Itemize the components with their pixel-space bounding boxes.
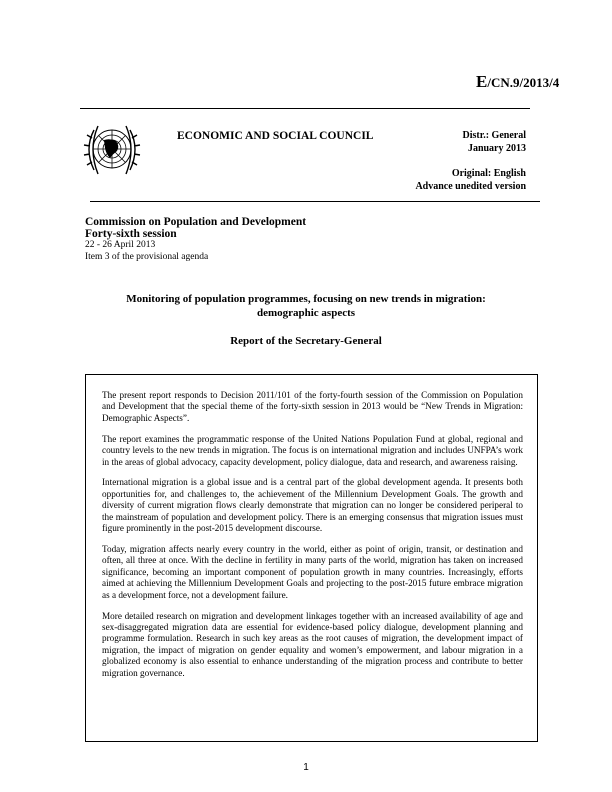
agenda-item: Item 3 of the provisional agenda — [85, 251, 209, 262]
version-label: Advance unedited version — [415, 180, 526, 192]
distribution-block — [380, 130, 526, 193]
summary-paragraph: The report examines the programmatic response of the United Nations Population Fund at global, regional and country levels to the new trends in migration. The focus is on international migration and includes UNFPA’s work in the areas of global advocacy, capacity development, policy dialogue, data and research, and awareness raising. — [102, 433, 523, 467]
commission-block — [85, 217, 306, 263]
symbol-letter: E — [476, 72, 488, 91]
header-rule — [90, 201, 540, 202]
summary-paragraph: International migration is a global issue and is a central part of the global development agenda. It presents both opportunities for, and challenges to, the achievement of the Millennium Development Goals. The growth and diversity of current migration flows clearly demonstrate that migration can no longer be considered periperal to the mainstream of population and development policy. There is an emerging consensus that migration issues must figure prominently in the post-2015 development discourse. — [102, 477, 523, 534]
summary-text — [102, 390, 523, 688]
session-dates: 22 - 26 April 2013 — [85, 240, 156, 250]
report-heading: Report of the Secretary-General — [230, 335, 382, 347]
title-line-2: demographic aspects — [256, 307, 356, 319]
council-name: ECONOMIC AND SOCIAL COUNCIL — [177, 130, 374, 142]
distr-label: Distr.: General — [462, 130, 526, 141]
commission-name: Commission on Population and Development — [85, 216, 307, 228]
symbol-code: /CN.9/2013/4 — [487, 75, 560, 90]
top-rule — [80, 108, 530, 109]
un-emblem-icon — [80, 118, 144, 182]
title-line-1: Monitoring of population programmes, focusing on new trends in migration: — [126, 293, 486, 305]
session-name: Forty-sixth session — [85, 227, 177, 240]
document-title — [100, 292, 512, 320]
summary-paragraph: The present report responds to Decision 2011/101 of the forty-fourth session of the Commission on Population and Development that the special theme of the forty-sixth session in 2013 would be “New Trends in Migration: Demographic Aspects”. — [102, 390, 523, 423]
original-language: Original: English — [451, 168, 526, 179]
document-symbol — [476, 72, 559, 92]
summary-paragraph: Today, migration affects nearly every country in the world, either as point of origin, transit, or destination and often, all three at once. With the decline in fertility in many parts of the world, migration has taken on increased significance, becoming an important component of population growth in many countries. Increasingly, efforts aimed at achieving the Millennium Development Goals and projecting to the post-2015 future embrace migration as a development force, not a development failure. — [102, 543, 523, 600]
issue-date: January 2013 — [467, 142, 526, 154]
summary-paragraph: More detailed research on migration and development linkages together with an increased availability of age and sex-disaggregated migration data are essential for evidence-based policy dialogue, development planning and programme formulation. Research in such key areas as the root causes of migration, the development impact of migration, the impact of migration on gender equality and women’s empowerment, and labour migration in a globalized economy is also essential to enhance understanding of the migration process and contribute to better migration governance. — [102, 610, 523, 678]
page-number: 1 — [303, 762, 309, 773]
